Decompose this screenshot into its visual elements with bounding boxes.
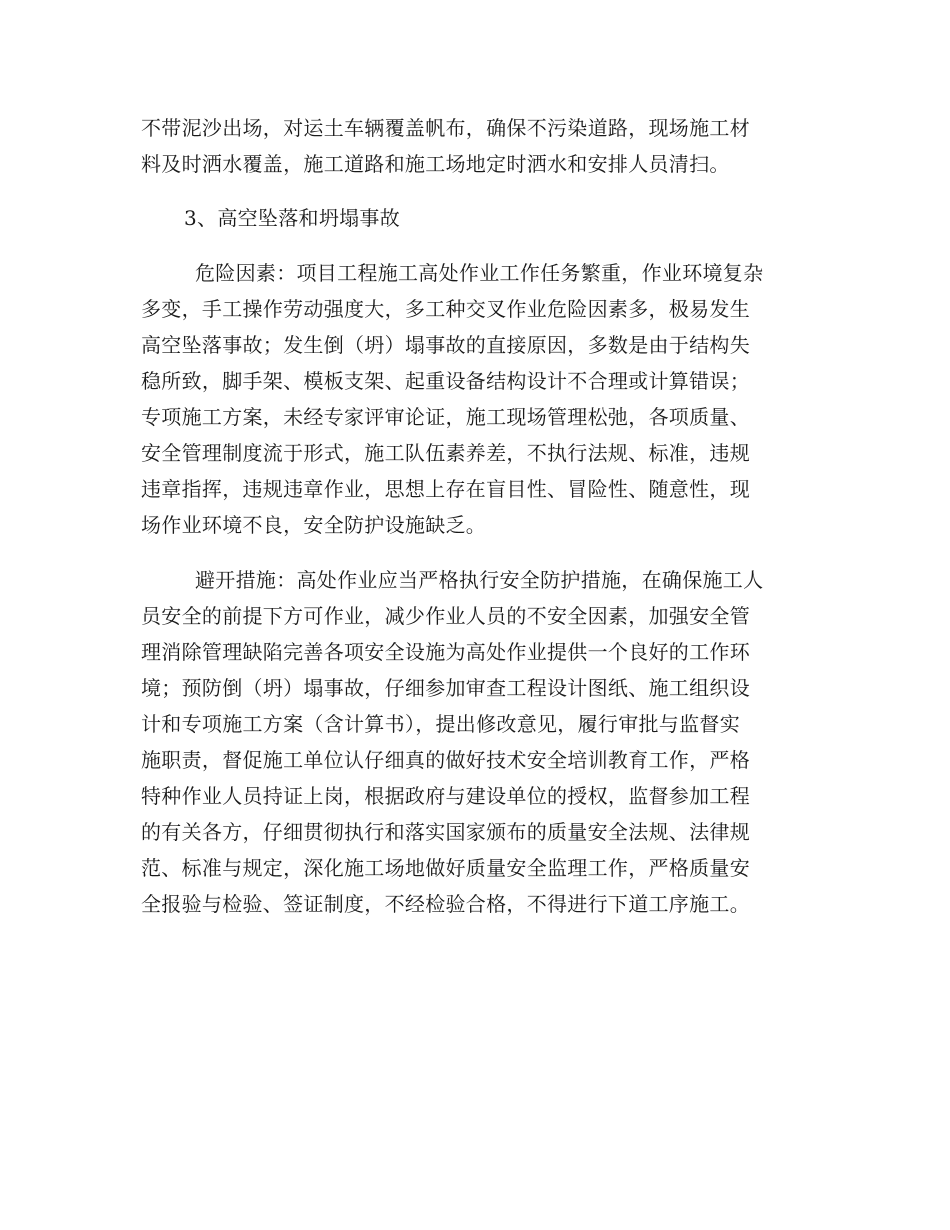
measures-paragraph-line-8: 的有关各方，仔细贯彻执行和落实国家颁布的质量安全法规、法律规 [141, 820, 750, 844]
measures-paragraph-line-1: 避开措施：高处作业应当严格执行安全防护措施，在确保施工人 [195, 568, 764, 592]
measures-paragraph-line-5: 计和专项施工方案（含计算书），提出修改意见，履行审批与监督实 [141, 712, 740, 736]
measures-paragraph-line-7: 特种作业人员持证上岗，根据政府与建设单位的授权，监督参加工程 [141, 784, 750, 808]
measures-paragraph-line-10: 全报验与检验、签证制度，不经检验合格，不得进行下道工序施工。 [141, 892, 750, 916]
hazard-paragraph-line-8: 场作业环境不良，安全防护设施缺乏。 [141, 513, 487, 537]
paragraph-continuation-line-1: 不带泥沙出场，对运土车辆覆盖帆布，确保不污染道路，现场施工材 [141, 116, 750, 140]
hazard-paragraph-line-1: 危险因素：项目工程施工高处作业工作任务繁重，作业环境复杂 [195, 261, 764, 285]
measures-paragraph-line-3: 理消除管理缺陷完善各项安全设施为高处作业提供一个良好的工作环 [141, 640, 750, 664]
hazard-paragraph-line-5: 专项施工方案，未经专家评审论证，施工现场管理松弛，各项质量、 [141, 405, 750, 429]
hazard-paragraph-line-4: 稳所致，脚手架、模板支架、起重设备结构设计不合理或计算错误； [141, 369, 750, 393]
measures-paragraph-line-9: 范、标准与规定，深化施工场地做好质量安全监理工作，严格质量安 [141, 856, 750, 880]
hazard-paragraph-line-7: 违章指挥，违规违章作业，思想上存在盲目性、冒险性、随意性，现 [141, 477, 750, 501]
paragraph-continuation-line-2: 料及时洒水覆盖，施工道路和施工场地定时洒水和安排人员清扫。 [141, 152, 730, 176]
hazard-paragraph-line-3: 高空坠落事故；发生倒（坍）塌事故的直接原因，多数是由于结构失 [141, 333, 750, 357]
measures-paragraph-line-6: 施职责，督促施工单位认仔细真的做好技术安全培训教育工作，严格 [141, 748, 750, 772]
measures-paragraph-line-4: 境；预防倒（坍）塌事故，仔细参加审查工程设计图纸、施工组织设 [141, 676, 750, 700]
section-heading: 3、高空坠落和坍塌事故 [184, 206, 401, 230]
hazard-paragraph-line-6: 安全管理制度流于形式，施工队伍素养差，不执行法规、标准，违规 [141, 441, 750, 465]
measures-paragraph-line-2: 员安全的前提下方可作业，减少作业人员的不安全因素，加强安全管 [141, 604, 750, 628]
hazard-paragraph-line-2: 多变，手工操作劳动强度大，多工种交叉作业危险因素多，极易发生 [141, 297, 750, 321]
